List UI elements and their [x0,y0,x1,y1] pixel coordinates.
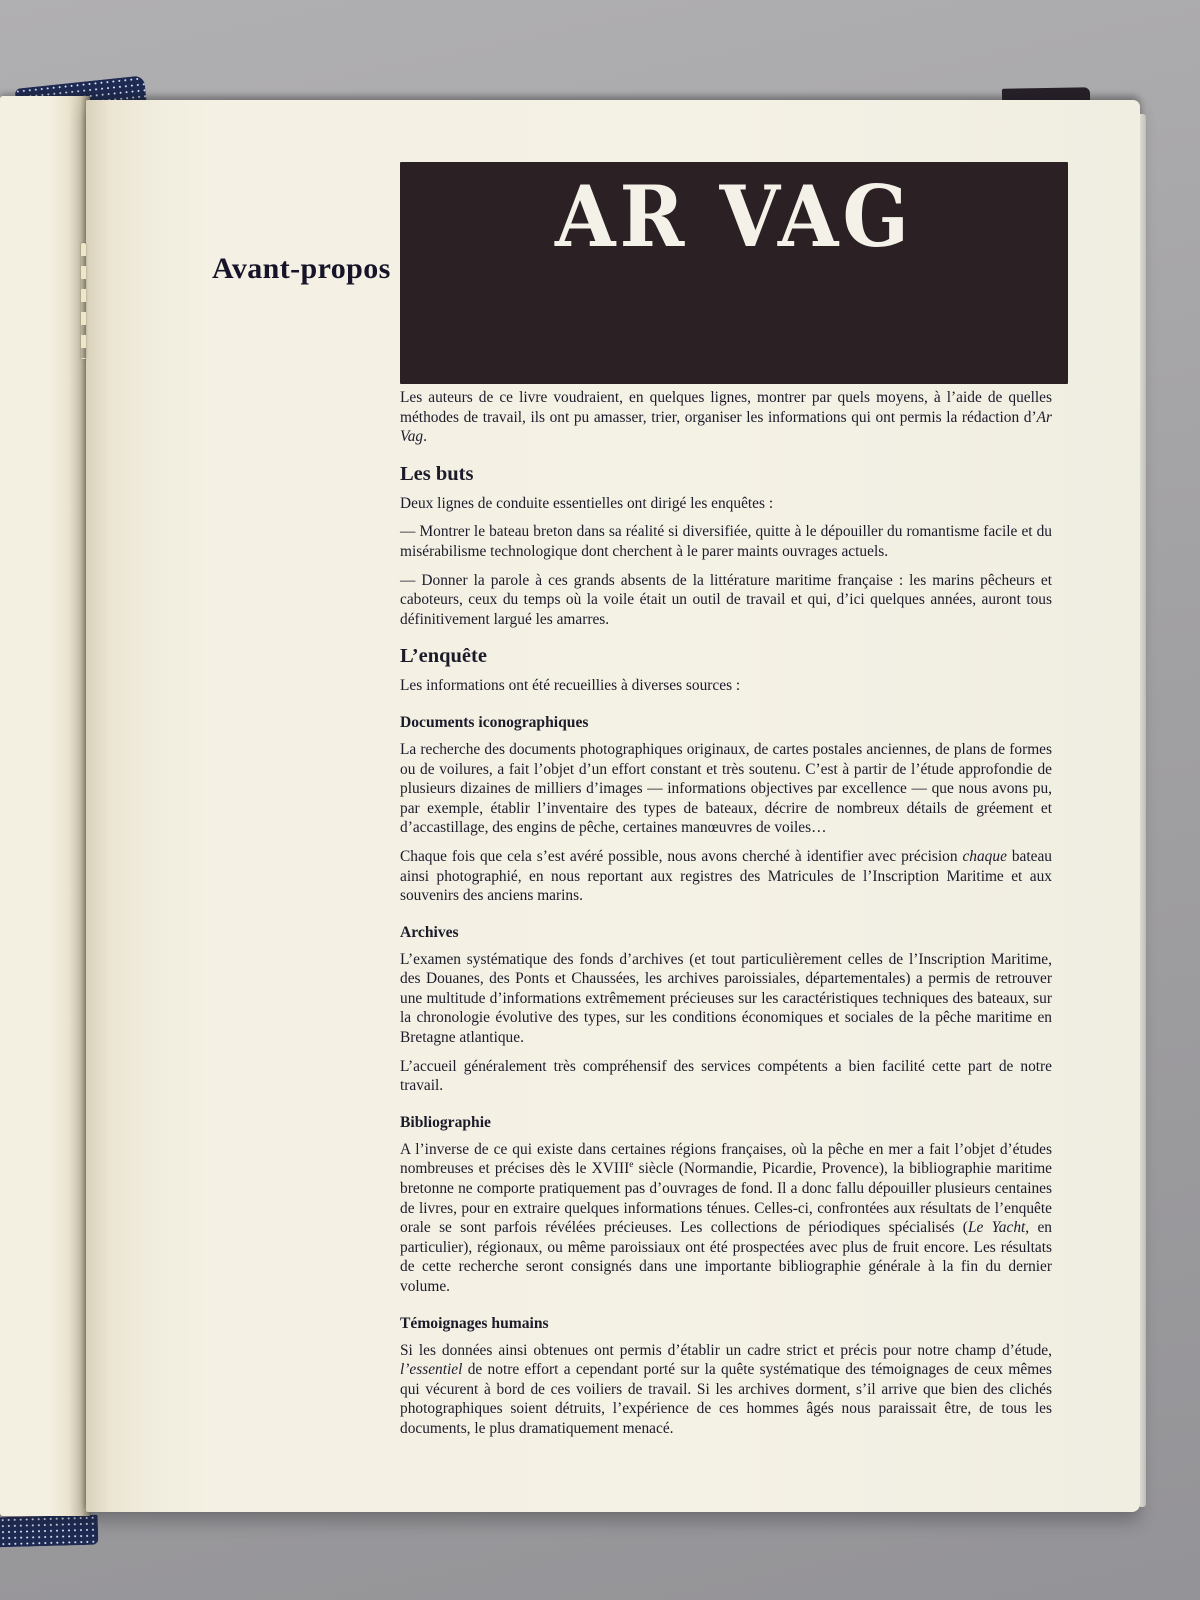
previous-page-edge [0,96,90,1516]
paragraph: L’examen systématique des fonds d’archives (et tout particulièrement celles de l’Inscription Maritime, des Douanes, des Ponts et Chaussées, les archives paroissiales, départementales) a permis de retrouver une multitude d’informations extrêmement précieuses sur les caractéristiques techniques des bateaux, sur la chronologie évolutive des types, sur les conditions économiques et sociales de la pêche maritime en Bretagne atlantique. [400,950,1052,1047]
ar-vag-logo: AR VAG [554,168,914,267]
paragraph: Les informations ont été recueillies à diverses sources : [400,677,741,695]
paragraph: Les auteurs de ce livre voudraient, en quelques lignes, montrer par quels moyens, à l’aide de quelles méthodes de travail, ils ont pu amasser, trier, organiser les informations qui ont permis la rédaction d’Ar Vag. [400,389,1052,446]
section-heading: L’enquête [400,645,487,668]
paragraph: Chaque fois que cela s’est avéré possible, nous avons cherché à identifier avec précision chaque bateau ainsi photographié, en nous reportant aux registres des Matricules de l’Inscription Maritime et aux souvenirs des anciens marins. [400,847,1052,905]
subsection-heading: Témoignages humains [400,1314,549,1332]
paragraph: La recherche des documents photographiques originaux, de cartes postales anciennes, de plans de formes ou de voilures, a fait l’objet d’un effort constant et très soutenu. C’est à partir de l’étude approfondie de plusieurs dizaines de milliers d’images — informations objectives par excellence — que nous avons pu, par exemple, établir l’inventaire des types de bateaux, décrire de nombreux détails de gréement et d’accastillage, des engins de pêche, certaines manœuvres de voiles… [400,740,1052,837]
paragraph: Si les données ainsi obtenues ont permis d’établir un cadre strict et précis pour notre champ d’étude, l’essentiel de notre effort a cependant porté sur la quête systématique des témoignages de ceux mêmes qui vécurent à bord de ces voiliers de travail. Si les archives dorment, s’il arrive que bien des clichés photographiques soient détruits, l’expérience de ces hommes âgés nous paraissait être, de tous les documents, le plus dramatiquement menacé. [400,1341,1052,1437]
paragraph: — Donner la parole à ces grands absents de la littérature maritime française : les marins pêcheurs et caboteurs, ceux du temps où la voile était un outil de travail et qui, d’ici quelques années, auront tous définitivement largué les amarres. [400,571,1052,628]
section-heading: Les buts [400,462,474,485]
book-page [86,100,1140,1512]
subsection-heading: Archives [400,923,459,941]
paragraph: — Montrer le bateau breton dans sa réalité si diversifiée, quitte à le dépouiller du romantisme facile et du misérabilisme technologique dont cherchent à le parer maints ouvrages actuels. [400,523,1052,560]
ar-vag-banner [400,162,1068,384]
book-cover-corner-bottom [0,1515,98,1548]
paragraph: L’accueil généralement très compréhensif des services compétents a bien facilité cette part de notre travail. [400,1057,1052,1095]
subsection-heading: Bibliographie [400,1113,491,1131]
page-title: Avant-propos [212,252,391,285]
subsection-heading: Documents iconographiques [400,713,589,731]
page-body [400,388,1052,1448]
paragraph: A l’inverse de ce qui existe dans certaines régions françaises, où la pêche en mer a fait l’objet d’études nombreuses et précises dès le XVIIIe siècle (Normandie, Picardie, Provence), la bibliographie maritime bretonne ne comporte pratiquement pas d’ouvrages de fond. Il a donc fallu dépouiller plusieurs centaines de livres, pour en extraire quelques informations ténues. Celles-ci, confrontées aux résultats de l’enquête orale se sont parfois révélées précieuses. Les collections de périodiques spécialisés (Le Yacht, en particulier), régionaux, ou même paroissiaux ont été prospectées avec plus de fruit encore. Les résultats de cette recherche seront consignés dans une importante bibliographie générale à la fin du dernier volume. [400,1140,1052,1295]
binding-stitches [81,243,86,359]
paragraph: Deux lignes de conduite essentielles ont dirigé les enquêtes : [400,494,774,512]
